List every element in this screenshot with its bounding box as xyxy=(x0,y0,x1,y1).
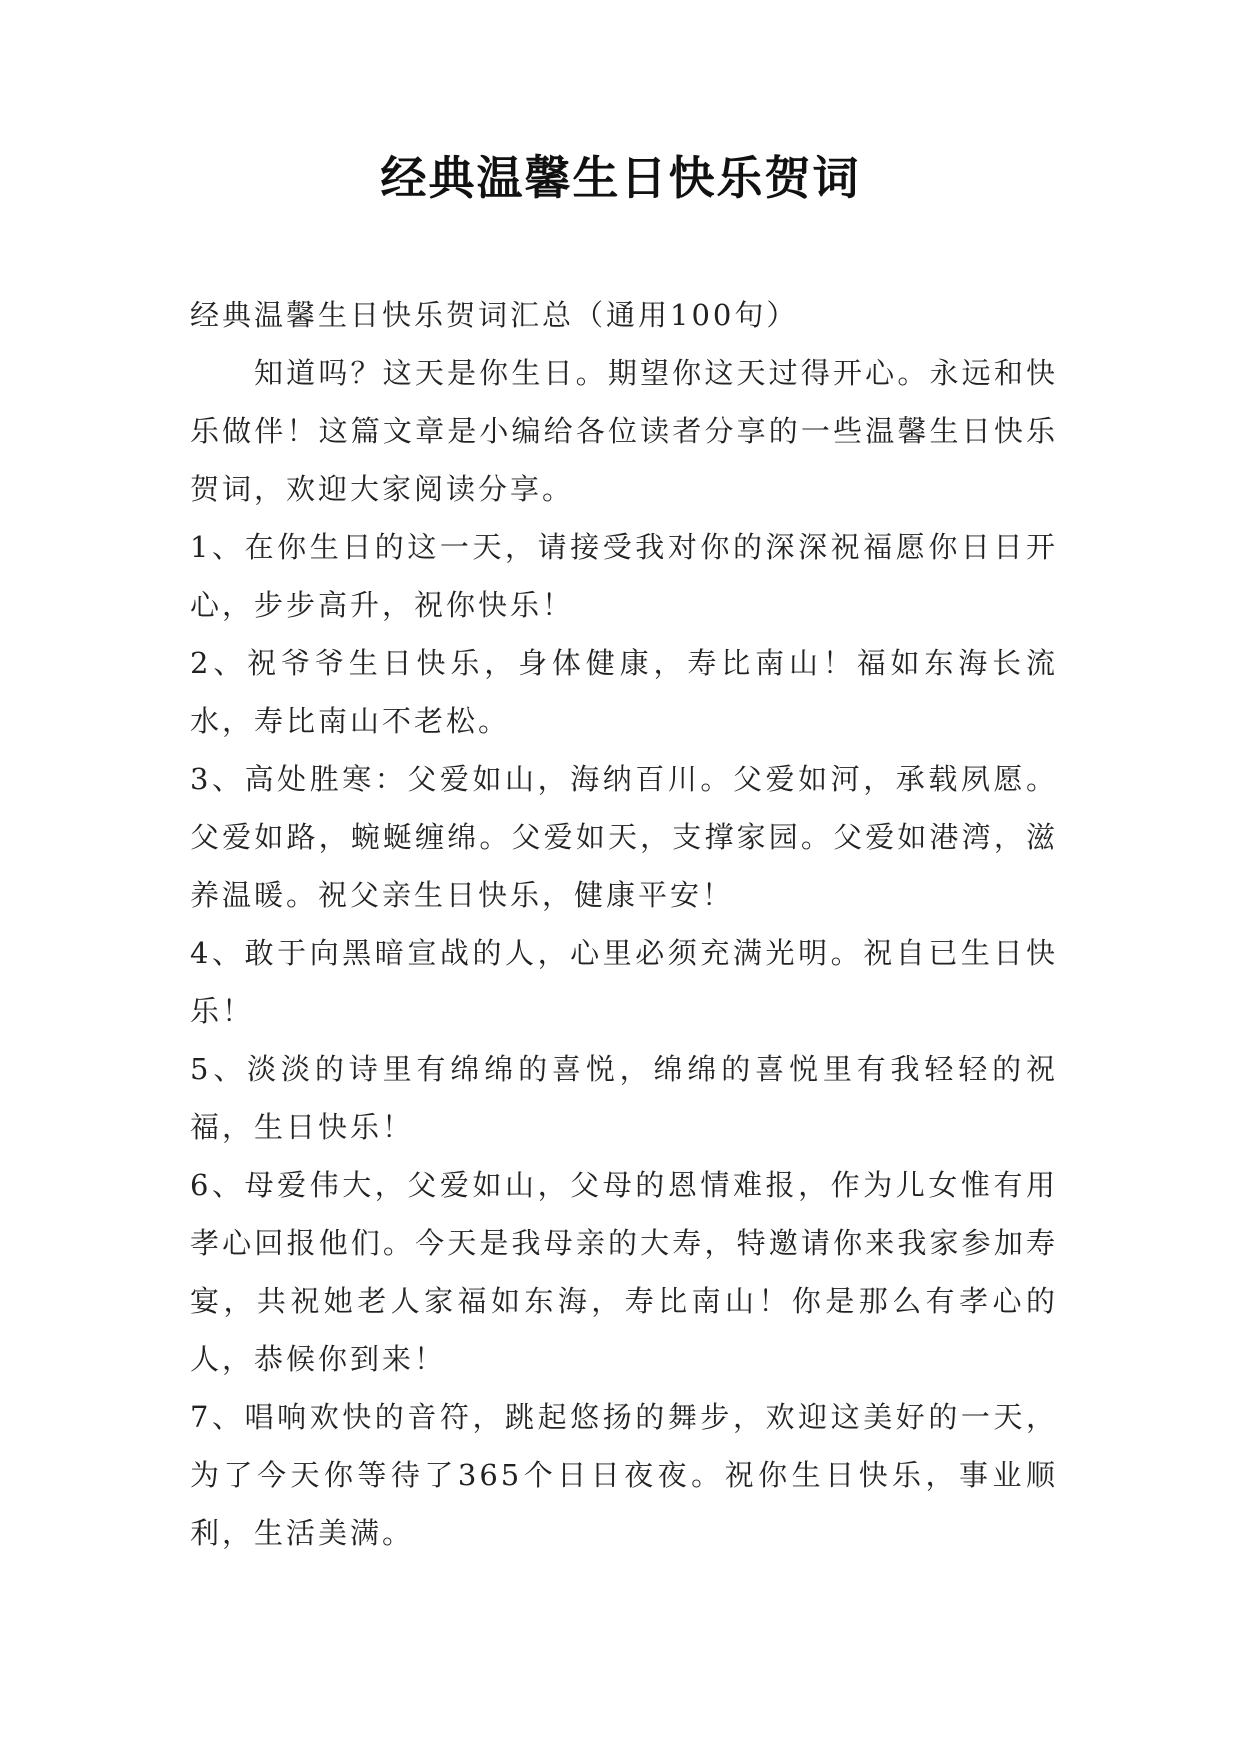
wish-item-1: 1、在你生日的这一天，请接受我对你的深深祝福愿你日日开心，步步高升，祝你快乐！ xyxy=(190,530,1058,622)
wish-item-4: 4、敢于向黑暗宣战的人，心里必须充满光明。祝自已生日快乐！ xyxy=(190,936,1058,1028)
document-body xyxy=(190,286,1058,1562)
document-title: 经典温馨生日快乐贺词 xyxy=(380,151,861,205)
wish-item-2: 2、祝爷爷生日快乐，身体健康，寿比南山！福如东海长流水，寿比南山不老松。 xyxy=(190,646,1058,738)
intro-paragraph: 知道吗？这天是你生日。期望你这天过得开心。永远和快乐做伴！这篇文章是小编给各位读者分享的一些温馨生日快乐贺词，欢迎大家阅读分享。 xyxy=(190,356,1058,506)
document-subtitle: 经典温馨生日快乐贺词汇总（通用100句） xyxy=(190,298,799,332)
wish-item-7: 7、唱响欢快的音符，跳起悠扬的舞步，欢迎这美好的一天，为了今天你等待了365个日日夜夜。祝你生日快乐，事业顺利，生活美满。 xyxy=(190,1400,1058,1550)
wish-item-6: 6、母爱伟大，父爱如山，父母的恩情难报，作为儿女惟有用孝心回报他们。今天是我母亲的大寿，特邀请你来我家参加寿宴，共祝她老人家福如东海，寿比南山！你是那么有孝心的人，恭候你到来！ xyxy=(190,1168,1058,1376)
wish-item-3: 3、高处胜寒：父爱如山，海纳百川。父爱如河，承载夙愿。父爱如路，蜿蜒缠绵。父爱如天，支撑家园。父爱如港湾，滋养温暖。祝父亲生日快乐，健康平安！ xyxy=(190,762,1058,912)
wish-item-5: 5、淡淡的诗里有绵绵的喜悦，绵绵的喜悦里有我轻轻的祝福，生日快乐！ xyxy=(190,1052,1058,1144)
